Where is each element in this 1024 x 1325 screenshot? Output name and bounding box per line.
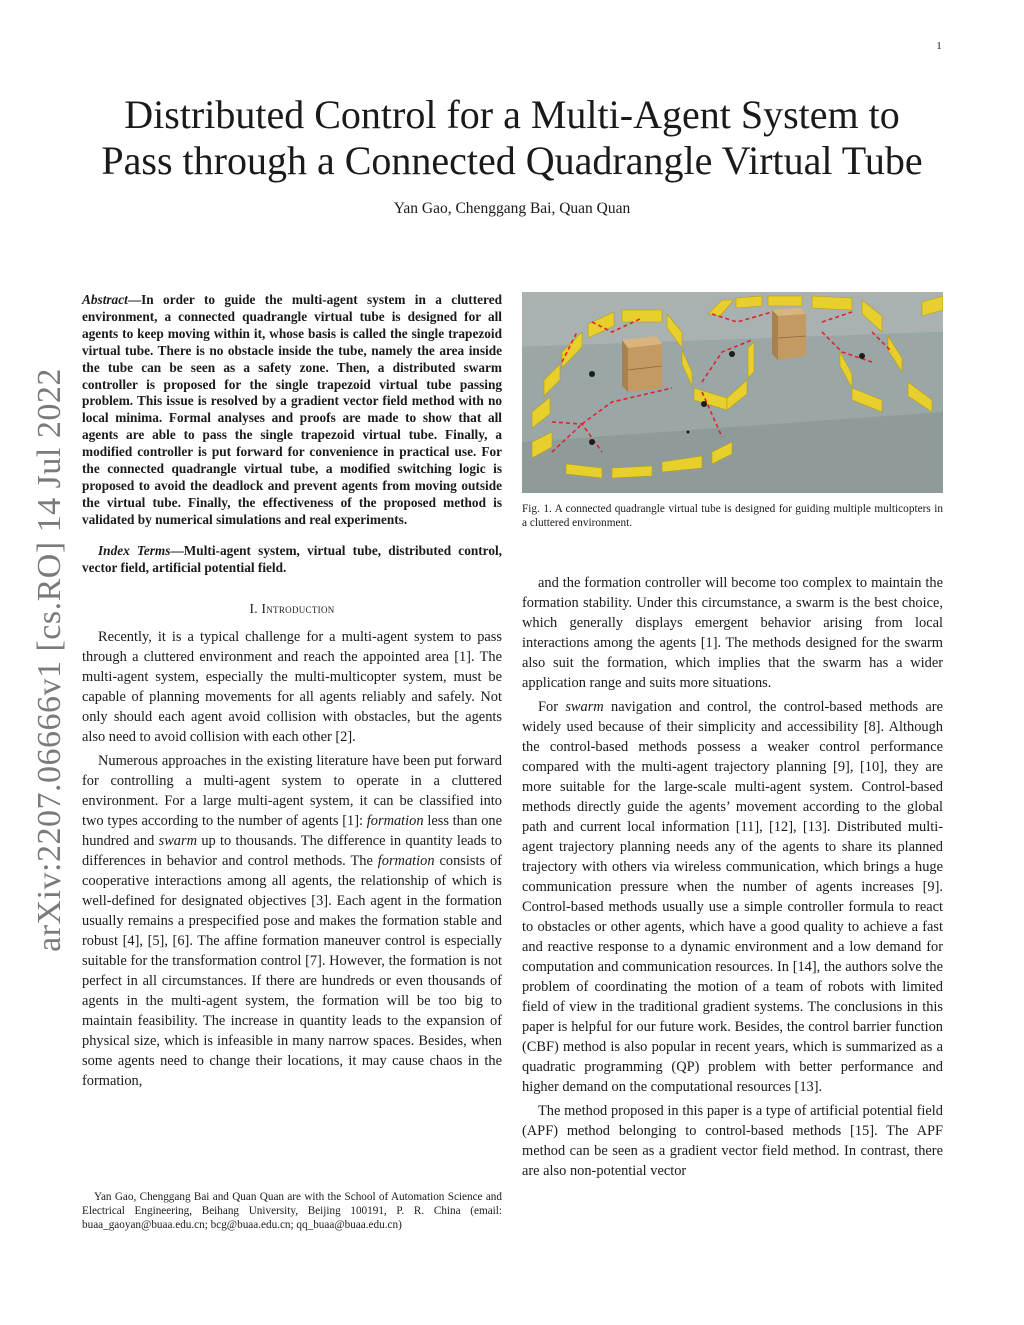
barrier [736, 296, 762, 308]
right-paragraph-2 [522, 697, 943, 1097]
right-paragraph-3: The method proposed in this paper is a type of artificial potential field (APF) method belonging to control-based methods [15]. The APF method can be seen as a gradient vector field method. In contrast, there are also non-potential vector [522, 1103, 943, 1179]
abstract: Abstract—In order to guide the multi-agent system in a cluttered environment, a connected quadrangle virtual tube is designed for all agents to keep moving within it, whose basis is called the single trapezoid virtual tube. There is no obstacle inside the tube, namely the area inside the tube can be seen as a safety zone. Then, a distributed swarm controller is proposed for the single trapezoid virtual tube passing problem. This issue is resolved by a gradient vector field method with no local minima. Formal analyses and proofs are made to show that all agents are able to pass the single trapezoid virtual tube. Finally, a modified controller is put forward for convenience in practical use. For the connected quadrangle virtual tube, a modified switching logic is proposed to avoid the deadlock and prevent agents from moving outside the virtual tube. Finally, the effectiveness of the proposed method is validated by numerical simulations and real experiments. [82, 292, 502, 527]
text-run: Numerous approaches in the existing literature have been put forward for controlling a multi-agent system to operate in a cluttered environment. For a large multi-agent system, it can be classified into two types according to the number of agents [1]: [82, 752, 502, 829]
left-column [82, 292, 502, 1091]
author-affiliation-footnote: Yan Gao, Chenggang Bai and Quan Quan are with the School of Automation Science and Electrical Engineering, Beihang University, Beijing 100191, P. R. China (email: buaa_gaoyan@buaa.edu.cn; bcg@buaa.edu.cn; qq_buaa@buaa.edu.cn) [82, 1191, 502, 1232]
arxiv-identifier-text: arXiv:2207.06666v1 [cs.RO] 14 Jul 2022 [31, 368, 68, 952]
abstract-lead: Abstract [82, 292, 128, 307]
text-run: consists of cooperative interactions among all agents, the relationship of which is well-defined for designated objectives [3]. Each agent in the formation usually remains a prespecified pose and makes the formation stable and robust [4], [5], [6]. The affine formation maneuver control is especially suitable for the transformation control [7]. However, the formation is not perfect in all circumstances. If there are hundreds or even thousands of agents in the multi-agent system, the formation will be too big to maintain feasibility. The increase in quantity leads to the expansion of physical size, which is infeasible in many narrow spaces. Besides, when some agents need to change their locations, it may cause chaos in the formation, [82, 852, 502, 1089]
multicopter [589, 439, 595, 445]
section-title: Introduction [261, 600, 335, 616]
box-stack-left [622, 336, 662, 392]
figure-1-photo [522, 292, 943, 493]
page-number: 1 [936, 40, 942, 52]
index-terms: Index Terms—Multi-agent system, virtual tube, distributed control, vector field, artificial potential field. [82, 542, 502, 575]
emphasis-formation: formation [377, 852, 435, 869]
multicopter [859, 353, 865, 359]
text-run: navigation and control, the control-based methods are widely used because of their simplicity and accessibility [8]. Although the control-based methods possess a weaker control performance compared with the multi-agent trajectory planning [9], [10], they are more suitable for the large-scale multi-agent system. Control-based methods directly guide the agents’ movement according to the global path and current local information [11], [12], [13]. Distributed multi-agent trajectory planning needs any of the agents to share its planned trajectory with others via wireless communication, which brings a huge communication pressure when the number of agents increases [9]. Control-based methods usually use a simple controller formula to react to obstacles or other agents, which have a good quality to achieve a fast and reactive response to a dynamic environment and a low demand for computation and communication resources. In [14], the authors solve the problem of coordinating the motion of a team of robots with limited field of view in the traditional gradient systems. The conclusions in this paper is helpful for our future work. Besides, the control barrier function (CBF) method is also popular in recent years, which is summarized as a quadratic programming (QP) problem with better performance and higher demand on the computational resources [13]. [522, 699, 943, 1095]
text-run: For [538, 699, 566, 715]
author-list: Yan Gao, Chenggang Bai, Quan Quan [393, 200, 631, 217]
text-run: up to thousands. The difference in quantity leads to differences in behavior and control methods. The [82, 832, 502, 869]
multicopter [701, 401, 707, 407]
box-stack-right [772, 308, 806, 360]
section-heading-introduction [82, 601, 502, 617]
emphasis-formation: formation [366, 812, 424, 829]
index-terms-lead: Index Terms [98, 542, 171, 558]
paper-title [60, 92, 964, 184]
barrier [768, 296, 802, 306]
right-column-text [522, 573, 943, 1181]
paper-title-line-1: Distributed Control for a Multi-Agent System to [124, 92, 900, 137]
multicopter [589, 371, 595, 377]
barrier [748, 342, 754, 378]
barrier [622, 310, 662, 322]
text-run: less than one hundred and [82, 812, 502, 849]
figure-1-caption: Fig. 1. A connected quadrangle virtual tube is designed for guiding multiple multicopters in a cluttered environment. [522, 503, 943, 529]
right-column [522, 292, 943, 1181]
index-terms-text: Multi-agent system, virtual tube, distributed control, vector field, artificial potential field. [82, 542, 502, 575]
emphasis-swarm: swarm [158, 832, 197, 849]
barrier [612, 466, 652, 478]
box-side [772, 310, 778, 360]
box-side [622, 340, 628, 392]
emphasis-swarm: swarm [565, 699, 604, 715]
right-paragraph-1: and the formation controller will become too complex to maintain the formation stability. Under this circumstance, a swarm is the best choice, which generally displays emergent behavior arising from local interactions among the agents [1]. The methods designed for the swarm also suit the formation, which implies that the swarm has a wider application range and suits more situations. [522, 575, 943, 691]
barrier [812, 296, 852, 310]
intro-paragraph-2 [82, 751, 502, 1091]
multicopter [729, 351, 735, 357]
multicopter [687, 431, 690, 434]
paper-title-line-2: Pass through a Connected Quadrangle Virtual Tube [101, 138, 923, 183]
abstract-text: In order to guide the multi-agent system in a cluttered environment, a connected quadrangle virtual tube is designed for all agents to keep moving within it, whose basis is called the single trapezoid virtual tube. There is no obstacle inside the tube, namely the area inside the tube can be seen as a safety zone. Then, a distributed swarm controller is proposed for the single trapezoid virtual tube passing problem. This issue is resolved by a gradient vector field method with no local minima. Formal analyses and proofs are made to show that all agents are able to pass the single trapezoid virtual tube. Finally, a modified controller is put forward for convenience in practical use. For the connected quadrangle virtual tube, a modified switching logic is proposed to avoid the deadlock and prevent agents from moving outside the virtual tube. Finally, the effectiveness of the proposed method is validated by numerical simulations and real experiments. [82, 292, 502, 527]
section-numeral: I. [249, 600, 262, 616]
intro-paragraph-1: Recently, it is a typical challenge for a multi-agent system to pass through a cluttered environment and reach the appointed area [1]. The multi-agent system, especially the multi-multicopter system, must be capable of planning movements for all agents reliably and safely. Not only should each agent avoid collision with obstacles, but the agents also need to avoid collision with each other [2]. [82, 628, 502, 745]
arxiv-identifier [30, 360, 70, 960]
